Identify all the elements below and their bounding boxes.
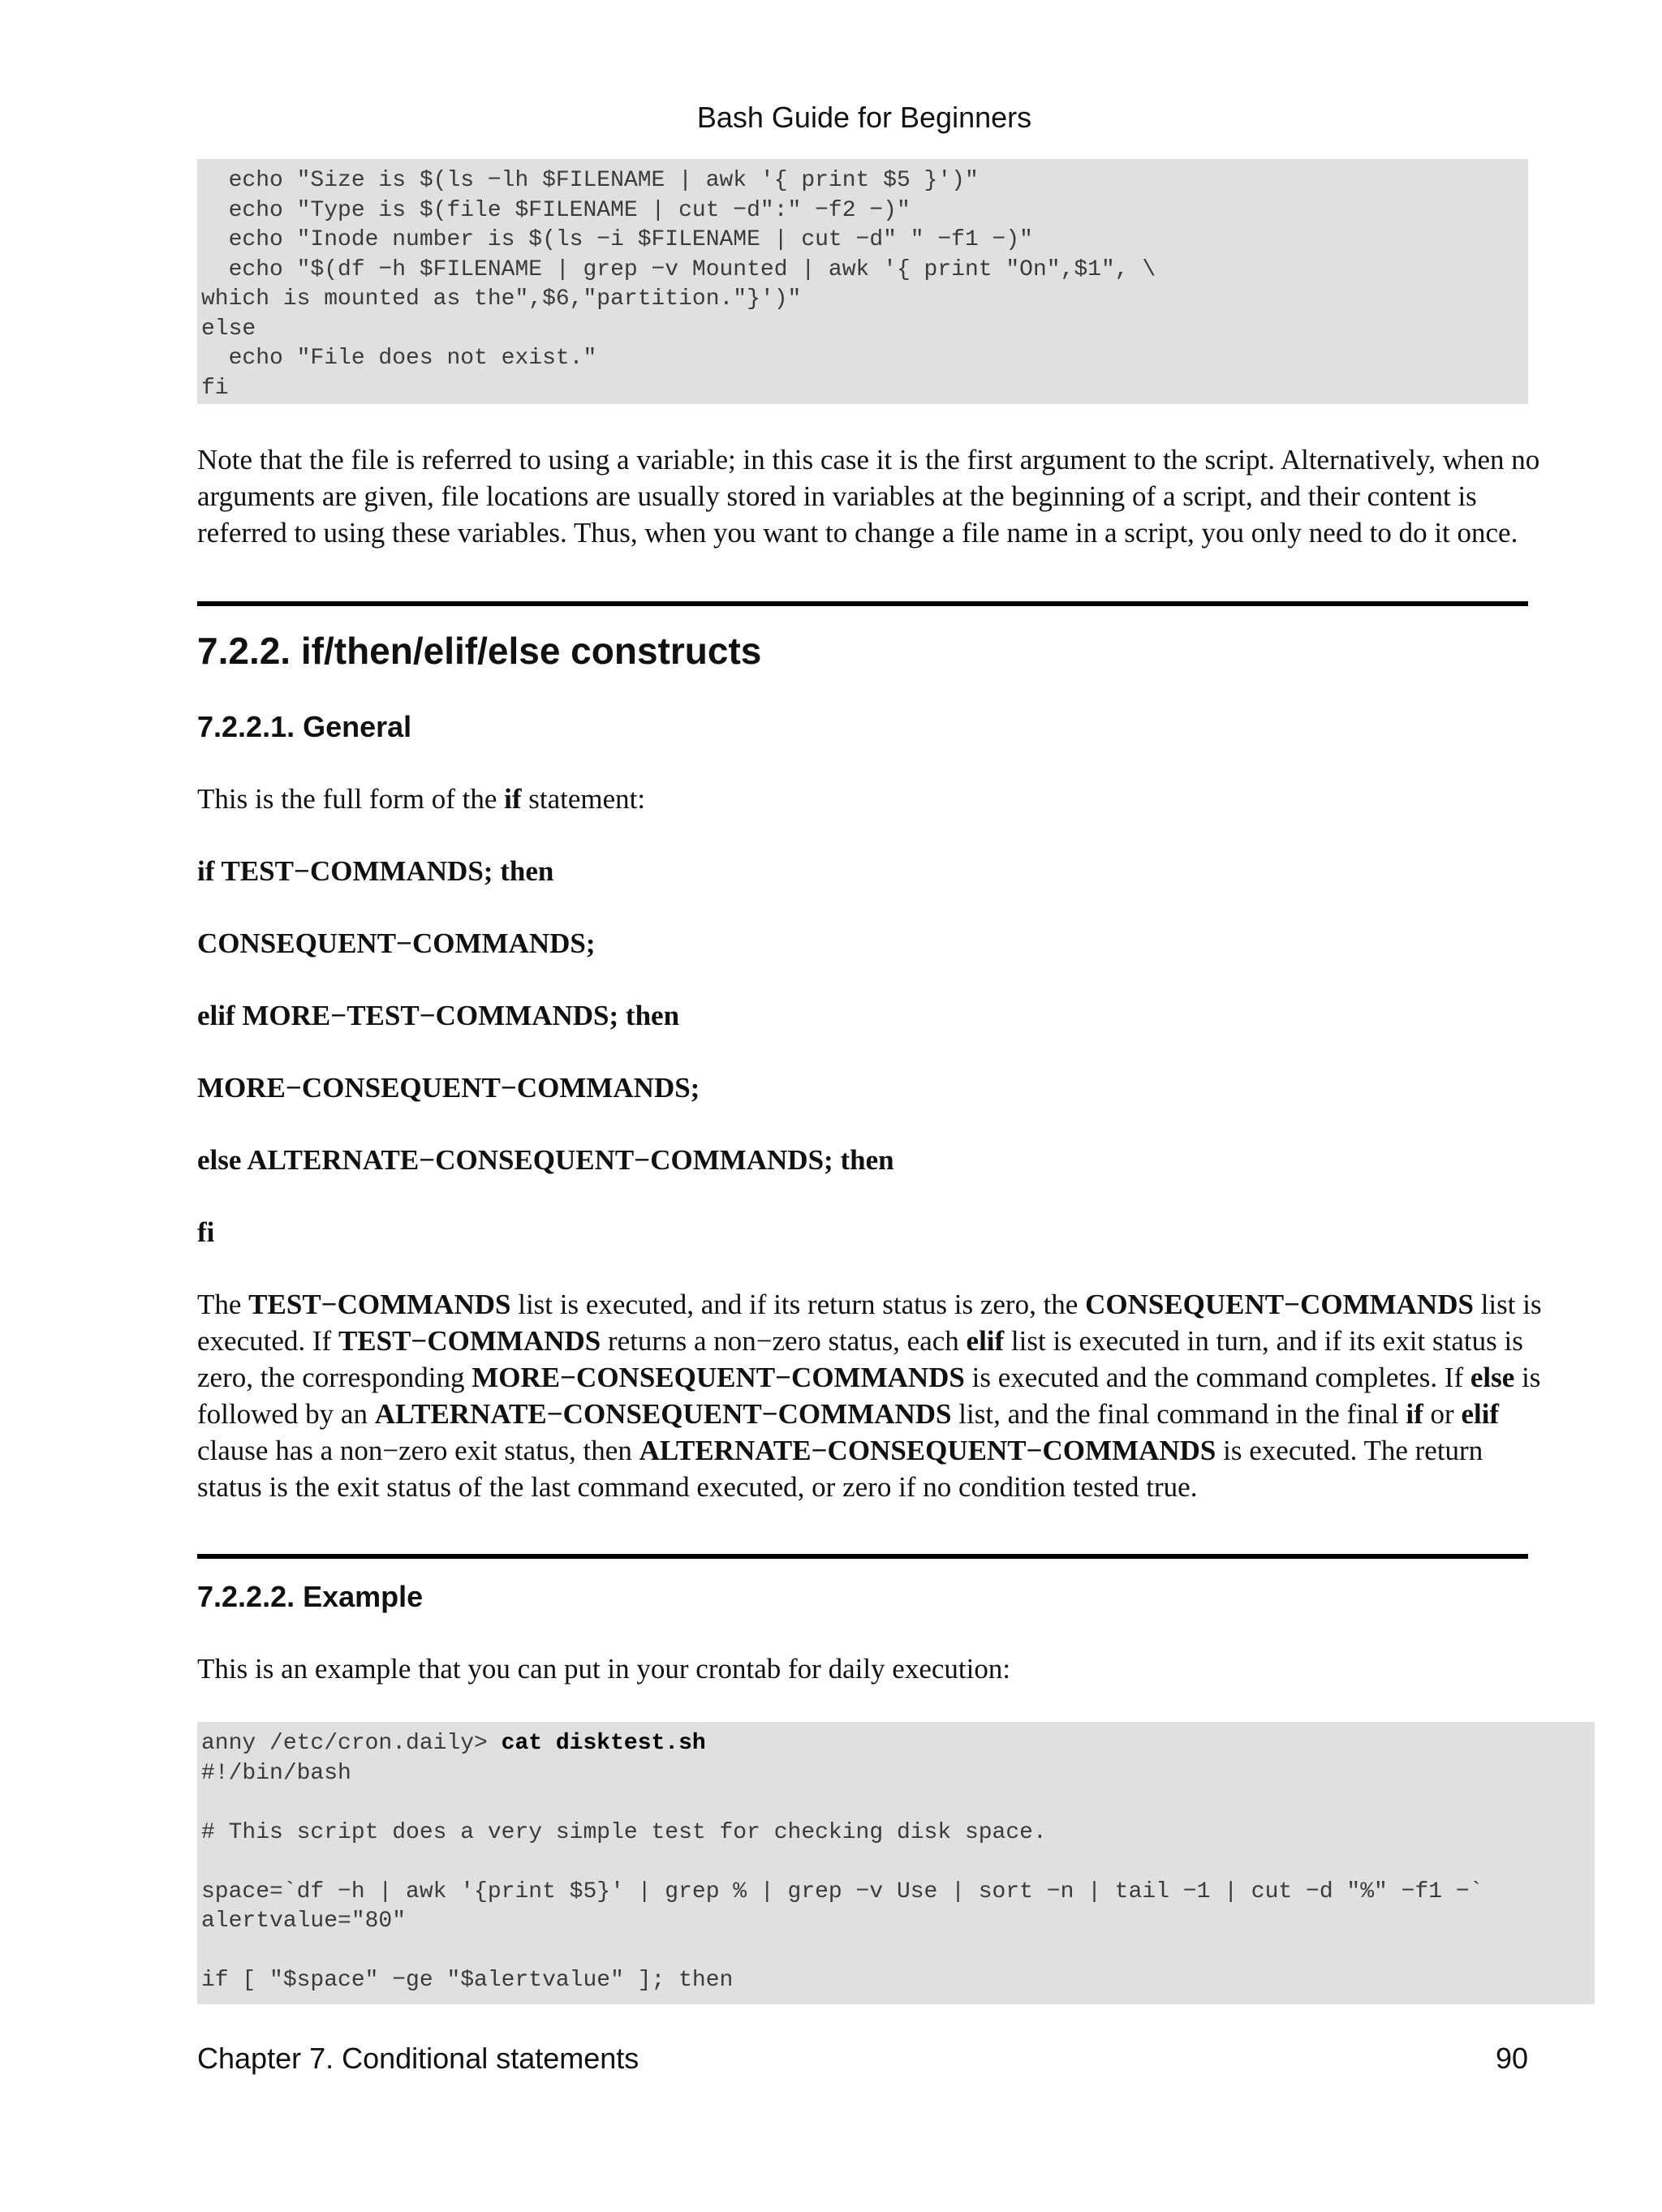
syntax-line: if TEST−COMMANDS; then [197, 855, 554, 887]
code-line: echo "$(df −h $FILENAME | grep −v Mounted | awk '{ print "On",$1", \ [201, 256, 1156, 282]
syntax-line: elif MORE−TEST−COMMANDS; then [197, 1000, 680, 1031]
text: list, and the final command in the final [951, 1398, 1406, 1430]
text: or [1423, 1398, 1462, 1430]
subsection-heading-general: 7.2.2.1. General [197, 710, 412, 743]
code-line: which is mounted as the",$6,"partition."}')" [201, 286, 802, 312]
example-intro: This is an example that you can put in your crontab for daily execution: [197, 1653, 1011, 1685]
intro-text: statement: [521, 783, 646, 815]
syntax-line: MORE−CONSEQUENT−COMMANDS; [197, 1072, 700, 1104]
keyword: CONSEQUENT−COMMANDS [1085, 1289, 1474, 1320]
text: is executed and the command completes. If [964, 1362, 1470, 1393]
keyword: else [1470, 1362, 1515, 1393]
text: is executed. The return status is the exit status of the last command executed, or zero if no condition tested true. [197, 1435, 1483, 1503]
text: clause has a non−zero exit status, then [197, 1435, 639, 1466]
running-header: Bash Guide for Beginners [696, 101, 1032, 134]
general-intro [197, 781, 1544, 817]
code-line: # This script does a very simple test for checking disk space. [201, 1819, 1047, 1845]
code-line: fi [201, 375, 229, 401]
code-line: echo "Size is $(ls −lh $FILENAME | awk '{ print $5 }')" [201, 168, 979, 193]
keyword: ALTERNATE−CONSEQUENT−COMMANDS [639, 1435, 1216, 1466]
shell-prompt: anny /etc/cron.daily> [201, 1731, 502, 1756]
code-line: if [ "$space" −ge "$alertvalue" ]; then [201, 1968, 734, 1993]
section-heading: 7.2.2. if/then/elif/else constructs [197, 630, 762, 672]
code-block-file-info [197, 159, 1528, 404]
section-divider [197, 601, 1528, 606]
code-line: echo "Type is $(file $FILENAME | cut −d":" −f2 −)" [201, 197, 911, 223]
syntax-line: fi [197, 1216, 215, 1248]
code-line: #!/bin/bash [201, 1760, 351, 1786]
intro-text: This is the full form of the [197, 783, 505, 815]
code-line: alertvalue="80" [201, 1909, 407, 1934]
footer-chapter: Chapter 7. Conditional statements [197, 2042, 639, 2075]
page-number: 90 [1495, 2042, 1528, 2075]
code-block-disktest [197, 1722, 1595, 2004]
code-line: echo "File does not exist." [201, 346, 597, 371]
text: is followed by an [197, 1362, 1541, 1430]
text: returns a non−zero status, each [601, 1325, 967, 1357]
intro-keyword: if [504, 783, 522, 815]
keyword: elif [1461, 1398, 1500, 1430]
keyword: elif [966, 1325, 1005, 1357]
keyword: ALTERNATE−CONSEQUENT−COMMANDS [374, 1398, 952, 1430]
code-line: else [201, 316, 256, 342]
keyword: MORE−CONSEQUENT−COMMANDS [471, 1362, 965, 1393]
code-line: space=`df −h | awk '{print $5}' | grep % | grep −v Use | sort −n | tail −1 | cut −d "%" −f1 −` [201, 1878, 1483, 1904]
text: The [197, 1289, 249, 1320]
explanation-paragraph [197, 1286, 1544, 1505]
syntax-line: CONSEQUENT−COMMANDS; [197, 927, 596, 959]
subsection-heading-example: 7.2.2.2. Example [197, 1580, 424, 1613]
code-line: echo "Inode number is $(ls −i $FILENAME | cut −d" " −f1 −)" [201, 227, 1033, 252]
text: list is executed in turn, and if its exit status is zero, the corresponding [197, 1325, 1523, 1393]
text: list is executed. If [197, 1289, 1542, 1357]
shell-command: cat disktest.sh [501, 1731, 706, 1756]
keyword: TEST−COMMANDS [248, 1289, 511, 1320]
note-paragraph: Note that the file is referred to using a variable; in this case it is the first argument to the script. Alternatively, when no arguments are given, file locations are usually stored in variables at the beginning of a script, and their content is referred to using these variables. Thus, when you want to change a file name in a script, you only need to do it once. [197, 444, 1540, 549]
keyword: TEST−COMMANDS [338, 1325, 601, 1357]
text: list is executed, and if its return status is zero, the [510, 1289, 1086, 1320]
section-divider [197, 1554, 1528, 1559]
syntax-line: else ALTERNATE−CONSEQUENT−COMMANDS; then [197, 1144, 894, 1176]
keyword: if [1406, 1398, 1423, 1430]
